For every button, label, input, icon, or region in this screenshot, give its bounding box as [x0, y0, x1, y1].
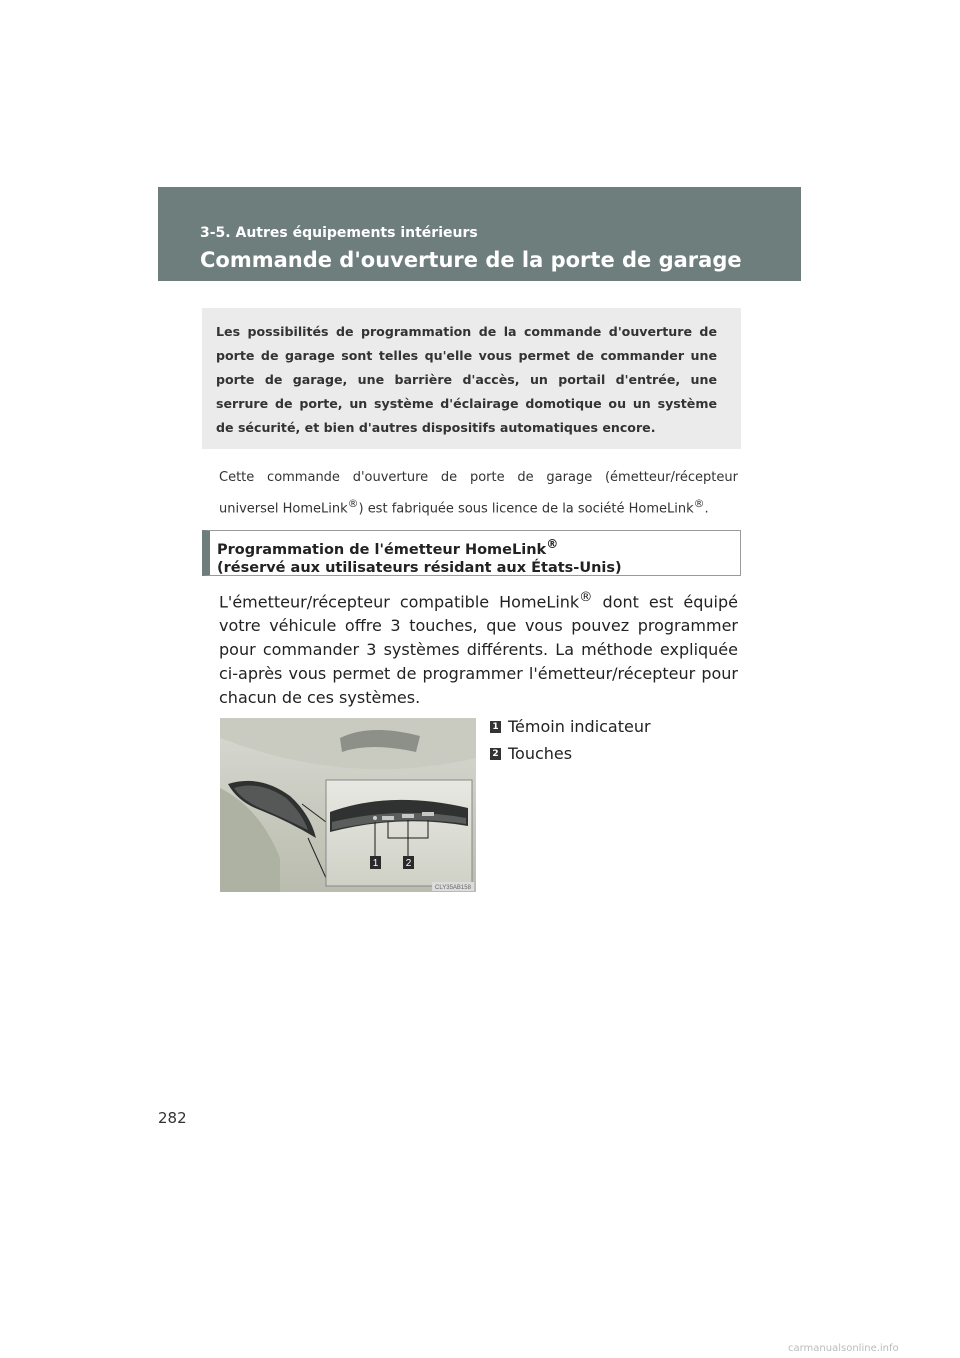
figure-legend	[490, 713, 651, 767]
button-2	[402, 814, 414, 818]
body-text-2: dont est équipé votre véhicule offre 3 touches, que vous pouvez programmer pour commander 3 systèmes différents. La méthode expliquée ci-après vous permet de programmer l'émetteur/récepteur pour chacun de ces systèmes.	[219, 592, 738, 708]
subsection-heading	[202, 530, 741, 576]
homelink-figure	[220, 718, 476, 892]
legend-label: Témoin indicateur	[508, 717, 651, 736]
note-text-3: .	[704, 501, 709, 517]
registered-mark: ®	[693, 497, 705, 510]
note-text-1: Cette commande d'ouverture de porte de garage (émetteur/récepteur universel HomeLink	[219, 470, 738, 517]
chapter-header	[158, 187, 801, 281]
subheading-line-2: (réservé aux utilisateurs résidant aux États-Unis)	[217, 559, 622, 576]
legend-label: Touches	[508, 744, 573, 763]
intro-box: Les possibilités de programmation de la commande d'ouverture de porte de garage sont telles qu'elle vous permet de commander une porte de garage, une barrière d'accès, un portail d'entrée, une serrure de porte, un système d'éclairage domotique ou un système de sécurité, et bien d'autres dispositifs automatiques encore.	[202, 308, 741, 449]
note-text-2: ) est fabriquée sous licence de la société HomeLink	[358, 501, 694, 517]
homelink-note	[219, 465, 738, 522]
legend-item	[490, 740, 651, 767]
registered-mark: ®	[546, 537, 559, 551]
subheading-line-1: Programmation de l'émetteur HomeLink	[217, 541, 547, 558]
indicator-light	[373, 816, 377, 820]
body-text-1: L'émetteur/récepteur compatible HomeLink	[219, 592, 580, 612]
body-paragraph	[219, 586, 738, 710]
figure-code: CLY35AB158	[435, 885, 471, 891]
page-number: 282	[158, 1109, 187, 1127]
registered-mark: ®	[579, 590, 593, 605]
section-label: 3-5. Autres équipements intérieurs	[200, 225, 478, 241]
site-watermark: carmanualsonline.info	[788, 1343, 899, 1354]
callout-2: 2	[405, 858, 412, 869]
legend-number: 2	[490, 748, 501, 760]
callout-1: 1	[372, 858, 379, 869]
mirror-illustration	[220, 718, 476, 892]
button-1	[382, 816, 394, 820]
registered-mark: ®	[347, 497, 359, 510]
legend-item	[490, 713, 651, 740]
page-title: Commande d'ouverture de la porte de garage	[200, 248, 742, 272]
button-3	[422, 812, 434, 816]
legend-number: 1	[490, 721, 501, 733]
